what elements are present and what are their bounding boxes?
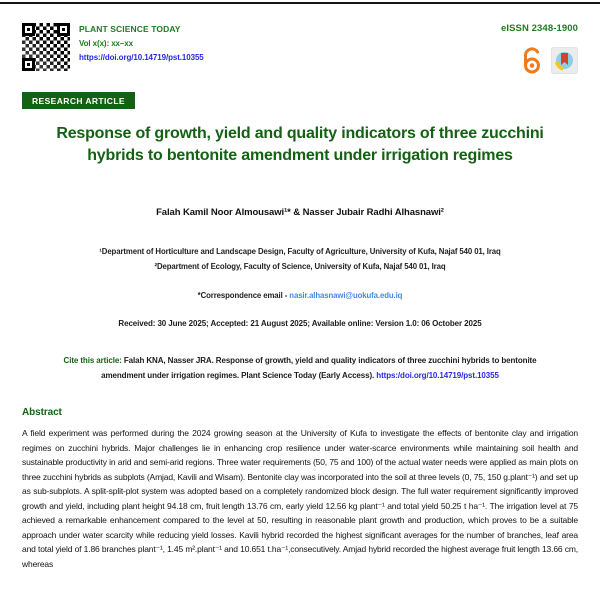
page-header bbox=[22, 23, 578, 79]
qr-code bbox=[22, 23, 70, 71]
open-access-icon[interactable] bbox=[521, 46, 543, 79]
cite-label: Cite this article: bbox=[63, 356, 122, 365]
doi-link[interactable]: https://doi.org/10.14719/pst.10355 bbox=[79, 53, 204, 62]
authors-line: Falah Kamil Noor Almousawi¹* & Nasser Jubair Radhi Alhasnawi² bbox=[156, 207, 444, 218]
qr-finder-icon bbox=[57, 23, 70, 36]
journal-volume: Vol x(x): xx–xx bbox=[79, 39, 133, 48]
crossmark-icon[interactable] bbox=[551, 47, 578, 79]
citation-block bbox=[55, 353, 545, 383]
abstract-text: A field experiment was performed during the 2024 growing season at the University of Kufa to investigate the effects of bentonite clay and irrigation regimes on zucchini hybrids. Major challenges lie in enhancing crop resilience under water-scarce environments while maintaining soil health and sustainable productivity in arid and semi-arid regions. Three water requirements (50, 75 and 100) of the actual water needs were applied as main plots on three zucchini hybrids as subplots (Amjad, Kavili and Wisam). Bentonite clay was incorporated into the soil at three levels (0, 75, 150 g.plant⁻¹) and set up as sub-subplots. A split-split-plot system was adopted based on a completely randomized block design. The full water requirement significantly improved growth and yield, including plant height 94.18 cm, fruit length 13.76 cm, early yield 12.56 kg plant⁻¹ and total yield 50.25 t ha⁻¹. The irrigation level at 75 achieved a remarkable enhancement compared to the level at 50, resulting in reasonable plant growth and production, which proves to be a suitable approach under water scarcity while reducing yield losses. Kavili hybrid recorded the highest significant averages for the number of branches, leaf area and total yield of 1.86 branches plant⁻¹, 1.45 m².plant⁻¹ and 10.651 t.ha⁻¹,consecutively. Amjad hybrid recorded the highest average fruit length 13.66 cm, whereas bbox=[22, 428, 578, 569]
correspondence-email-link[interactable]: nasir.alhasnawi@uokufa.edu.iq bbox=[289, 291, 403, 300]
journal-meta bbox=[79, 23, 204, 71]
affiliations bbox=[40, 244, 560, 274]
article-type-badge: RESEARCH ARTICLE bbox=[22, 92, 135, 109]
article-title: Response of growth, yield and quality indicators of three zucchini hybrids to bentonite amendment under irrigation regimes bbox=[56, 125, 544, 164]
header-right bbox=[501, 23, 578, 79]
journal-name: PLANT SCIENCE TODAY bbox=[79, 24, 181, 34]
affiliation-2: ²Department of Ecology, Faculty of Science, University of Kufa, Najaf 540 01, Iraq bbox=[154, 262, 446, 271]
correspondence-label: *Correspondence email - bbox=[197, 291, 290, 300]
qr-finder-icon bbox=[22, 23, 35, 36]
cite-text: Falah KNA, Nasser JRA. Response of growth, yield and quality indicators of three zucchini hybrids to bentonite amendment under irrigation regimes. Plant Science Today (Early Access). bbox=[101, 356, 537, 380]
eissn-label: eISSN 2348-1900 bbox=[500, 23, 578, 34]
dates-line: Received: 30 June 2025; Accepted: 21 August 2025; Available online: Version 1.0: 06 October 2025 bbox=[118, 319, 482, 328]
journal-block bbox=[22, 23, 204, 71]
qr-finder-icon bbox=[22, 58, 35, 71]
correspondence-line bbox=[30, 291, 570, 300]
top-rule bbox=[0, 2, 600, 4]
abstract-heading: Abstract bbox=[22, 407, 62, 418]
cite-doi-link[interactable]: https:/doi.org/10.14719/pst.10355 bbox=[376, 371, 499, 380]
badges-row bbox=[501, 46, 578, 79]
affiliation-1: ¹Department of Horticulture and Landscape Design, Faculty of Agriculture, University of Kufa, Najaf 540 01, Iraq bbox=[99, 247, 501, 256]
